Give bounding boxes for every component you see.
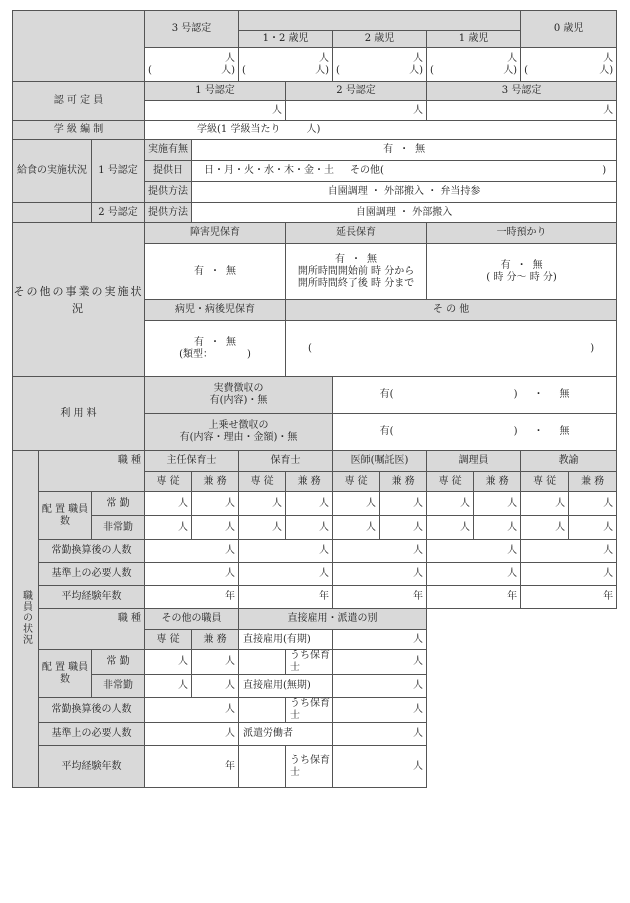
meals-impl-options[interactable]: 有 ・ 無 <box>192 140 617 161</box>
avg-label-2: 平均経験年数 <box>39 746 145 788</box>
required-label-2: 基準上の必要人数 <box>39 723 145 746</box>
fees-actual-field[interactable]: 有( ) ・ 無 <box>333 377 617 414</box>
req-1[interactable]: 人 <box>239 563 333 586</box>
irr-3b[interactable]: 人 <box>474 516 521 540</box>
d-fixed-value[interactable]: 人 <box>333 630 427 650</box>
fte-0[interactable]: 人 <box>145 540 239 563</box>
meals-label: 給食の実施状況 <box>13 140 92 203</box>
reg-0b[interactable]: 人 <box>192 492 239 516</box>
required-label: 基準上の必要人数 <box>39 563 145 586</box>
staff-col-1: 保育士 <box>239 451 333 472</box>
meals-impl-label: 実施有無 <box>145 140 192 161</box>
staff-role-label: 職 種 <box>39 451 145 492</box>
part-h0: 兼 務 <box>192 472 239 492</box>
o-avg[interactable]: 年 <box>145 746 239 788</box>
irregular-label-2: 非常勤 <box>92 675 145 698</box>
reg-3a[interactable]: 人 <box>427 492 474 516</box>
dispatch-label: 派遣労働者 <box>239 723 333 746</box>
form-table <box>12 10 617 788</box>
part-h1: 兼 務 <box>286 472 333 492</box>
irr-4b[interactable]: 人 <box>569 516 617 540</box>
irregular-label: 非常勤 <box>92 516 145 540</box>
req-2[interactable]: 人 <box>333 563 427 586</box>
top-corner <box>13 11 145 82</box>
full-h4: 専 従 <box>521 472 569 492</box>
reg-2a[interactable]: 人 <box>333 492 380 516</box>
classes-label: 学 級 編 制 <box>13 121 145 140</box>
indent-1 <box>239 650 286 675</box>
req-3[interactable]: 人 <box>427 563 521 586</box>
d-open-value[interactable]: 人 <box>333 675 427 698</box>
staff-role-label-2: 職 種 <box>39 609 145 650</box>
staff-col-0: 主任保育士 <box>145 451 239 472</box>
other-field[interactable]: ( ) <box>286 321 617 377</box>
full-h1: 専 従 <box>239 472 286 492</box>
irr-2a[interactable]: 人 <box>333 516 380 540</box>
o-req[interactable]: 人 <box>145 723 239 746</box>
avg-1[interactable]: 年 <box>239 586 333 609</box>
header-2: 2 歳児 <box>333 31 427 48</box>
meals-2go: 2 号認定 <box>92 203 145 223</box>
o-irr-a[interactable]: 人 <box>145 675 192 698</box>
o-reg-a[interactable]: 人 <box>145 650 192 675</box>
extended-header: 延長保育 <box>286 223 427 244</box>
header-12-blank <box>239 11 521 31</box>
full-h3: 専 従 <box>427 472 474 492</box>
count-1[interactable]: 人 ( 人) <box>427 48 521 82</box>
disability-options[interactable]: 有 ・ 無 <box>145 244 286 300</box>
part-h2: 兼 務 <box>380 472 427 492</box>
staff-side-label: 職員の状況 <box>13 451 39 788</box>
extended-options[interactable]: 有 ・ 無 開所時間開始前 時 分から 開所時間終了後 時 分まで <box>286 244 427 300</box>
sick-header: 病児・病後児保育 <box>145 300 286 321</box>
fte-2[interactable]: 人 <box>333 540 427 563</box>
o-irr-b[interactable]: 人 <box>192 675 239 698</box>
irr-4a[interactable]: 人 <box>521 516 569 540</box>
reg-4a[interactable]: 人 <box>521 492 569 516</box>
alloc-label-2: 配 置 職員数 <box>39 650 92 698</box>
indent-2 <box>239 698 286 723</box>
capacity-3go-value[interactable]: 人 <box>427 101 617 121</box>
avg-4[interactable]: 年 <box>521 586 617 609</box>
staff-col-4: 教諭 <box>521 451 617 472</box>
avg-2[interactable]: 年 <box>333 586 427 609</box>
part-h3: 兼 務 <box>474 472 521 492</box>
irr-1a[interactable]: 人 <box>239 516 286 540</box>
capacity-3go: 3 号認定 <box>427 82 617 101</box>
o-reg-b[interactable]: 人 <box>192 650 239 675</box>
temp-options[interactable]: 有 ・ 無 ( 時 分～ 時 分) <box>427 244 617 300</box>
dispatch-value[interactable]: 人 <box>333 723 427 746</box>
blank-area <box>427 609 617 788</box>
part-o: 兼 務 <box>192 630 239 650</box>
o-fte[interactable]: 人 <box>145 698 239 723</box>
capacity-label: 認 可 定 員 <box>13 82 145 121</box>
full-h0: 専 従 <box>145 472 192 492</box>
reg-0a[interactable]: 人 <box>145 492 192 516</box>
reg-1b[interactable]: 人 <box>286 492 333 516</box>
irr-0a[interactable]: 人 <box>145 516 192 540</box>
facility-form <box>12 10 616 788</box>
other-staff-header: その他の職員 <box>145 609 239 630</box>
irr-0b[interactable]: 人 <box>192 516 239 540</box>
avg-0[interactable]: 年 <box>145 586 239 609</box>
header-1: 1 歳児 <box>427 31 521 48</box>
count-0[interactable]: 人 ( 人) <box>521 48 617 82</box>
other-header: そ の 他 <box>286 300 617 321</box>
fte-1[interactable]: 人 <box>239 540 333 563</box>
count-2[interactable]: 人 ( 人) <box>333 48 427 82</box>
of-which-3-value[interactable]: 人 <box>333 746 427 788</box>
meals-days-field[interactable]: 日・月・火・水・木・金・土 その他( ) <box>192 161 617 182</box>
sick-options[interactable]: 有 ・ 無 (類型： ) <box>145 321 286 377</box>
avg-label: 平均経験年数 <box>39 586 145 609</box>
direct-header: 直接雇用・派遣の別 <box>239 609 427 630</box>
header-12: 1・2 歳児 <box>239 31 333 48</box>
fte-4[interactable]: 人 <box>521 540 617 563</box>
temp-header: 一時預かり <box>427 223 617 244</box>
fees-actual-label: 実費徴収の 有(内容)・無 <box>145 377 333 414</box>
count-12[interactable]: 人 ( 人) <box>239 48 333 82</box>
req-4[interactable]: 人 <box>521 563 617 586</box>
irr-3a[interactable]: 人 <box>427 516 474 540</box>
classes-field[interactable]: 学級(1 学級当たり 人) <box>145 121 617 140</box>
of-which-1-value[interactable]: 人 <box>333 650 427 675</box>
header-0: 0 歳児 <box>521 11 617 48</box>
irr-2b[interactable]: 人 <box>380 516 427 540</box>
meals-method-label: 提供方法 <box>145 182 192 203</box>
irr-1b[interactable]: 人 <box>286 516 333 540</box>
meals-method1[interactable]: 自園調理 ・ 外部搬入 ・ 弁当持参 <box>192 182 617 203</box>
staff-col-3: 調理員 <box>427 451 521 472</box>
fte-label-2: 常勤換算後の人数 <box>39 698 145 723</box>
capacity-1go: 1 号認定 <box>145 82 286 101</box>
regular-label: 常 勤 <box>92 492 145 516</box>
disability-header: 障害児保育 <box>145 223 286 244</box>
staff-col-2: 医師(嘱託医) <box>333 451 427 472</box>
regular-label-2: 常 勤 <box>92 650 145 675</box>
header-3go: 3 号認定 <box>145 11 239 48</box>
meals-method-label-2: 提供方法 <box>145 203 192 223</box>
fte-3[interactable]: 人 <box>427 540 521 563</box>
of-which-2-value[interactable]: 人 <box>333 698 427 723</box>
part-h4: 兼 務 <box>569 472 617 492</box>
indent-3 <box>239 746 286 788</box>
meals-blank <box>13 203 92 223</box>
count-3go[interactable]: 人 ( 人) <box>145 48 239 82</box>
alloc-label: 配 置 職員数 <box>39 492 92 540</box>
fees-extra-label: 上乗せ徴収の 有(内容・理由・金額)・無 <box>145 414 333 451</box>
reg-2b[interactable]: 人 <box>380 492 427 516</box>
capacity-2go-value[interactable]: 人 <box>286 101 427 121</box>
meals-1go: 1 号認定 <box>92 140 145 203</box>
full-o: 専 従 <box>145 630 192 650</box>
req-0[interactable]: 人 <box>145 563 239 586</box>
full-h2: 専 従 <box>333 472 380 492</box>
of-which-3: うち保育士 <box>286 746 333 788</box>
fees-extra-field[interactable]: 有( ) ・ 無 <box>333 414 617 451</box>
reg-3b[interactable]: 人 <box>474 492 521 516</box>
reg-4b[interactable]: 人 <box>569 492 617 516</box>
d-open-label: 直接雇用(無期) <box>239 675 333 698</box>
fees-label: 利 用 料 <box>13 377 145 451</box>
d-fixed-label: 直接雇用(有期) <box>239 630 333 650</box>
reg-1a[interactable]: 人 <box>239 492 286 516</box>
meals-method2[interactable]: 自園調理 ・ 外部搬入 <box>192 203 617 223</box>
other-services-label: その他の事業の実施状況 <box>13 223 145 377</box>
meals-days-label: 提供日 <box>145 161 192 182</box>
of-which-2: うち保育士 <box>286 698 333 723</box>
capacity-2go: 2 号認定 <box>286 82 427 101</box>
fte-label: 常勤換算後の人数 <box>39 540 145 563</box>
capacity-1go-value[interactable]: 人 <box>145 101 286 121</box>
avg-3[interactable]: 年 <box>427 586 521 609</box>
of-which-1: うち保育士 <box>286 650 333 675</box>
